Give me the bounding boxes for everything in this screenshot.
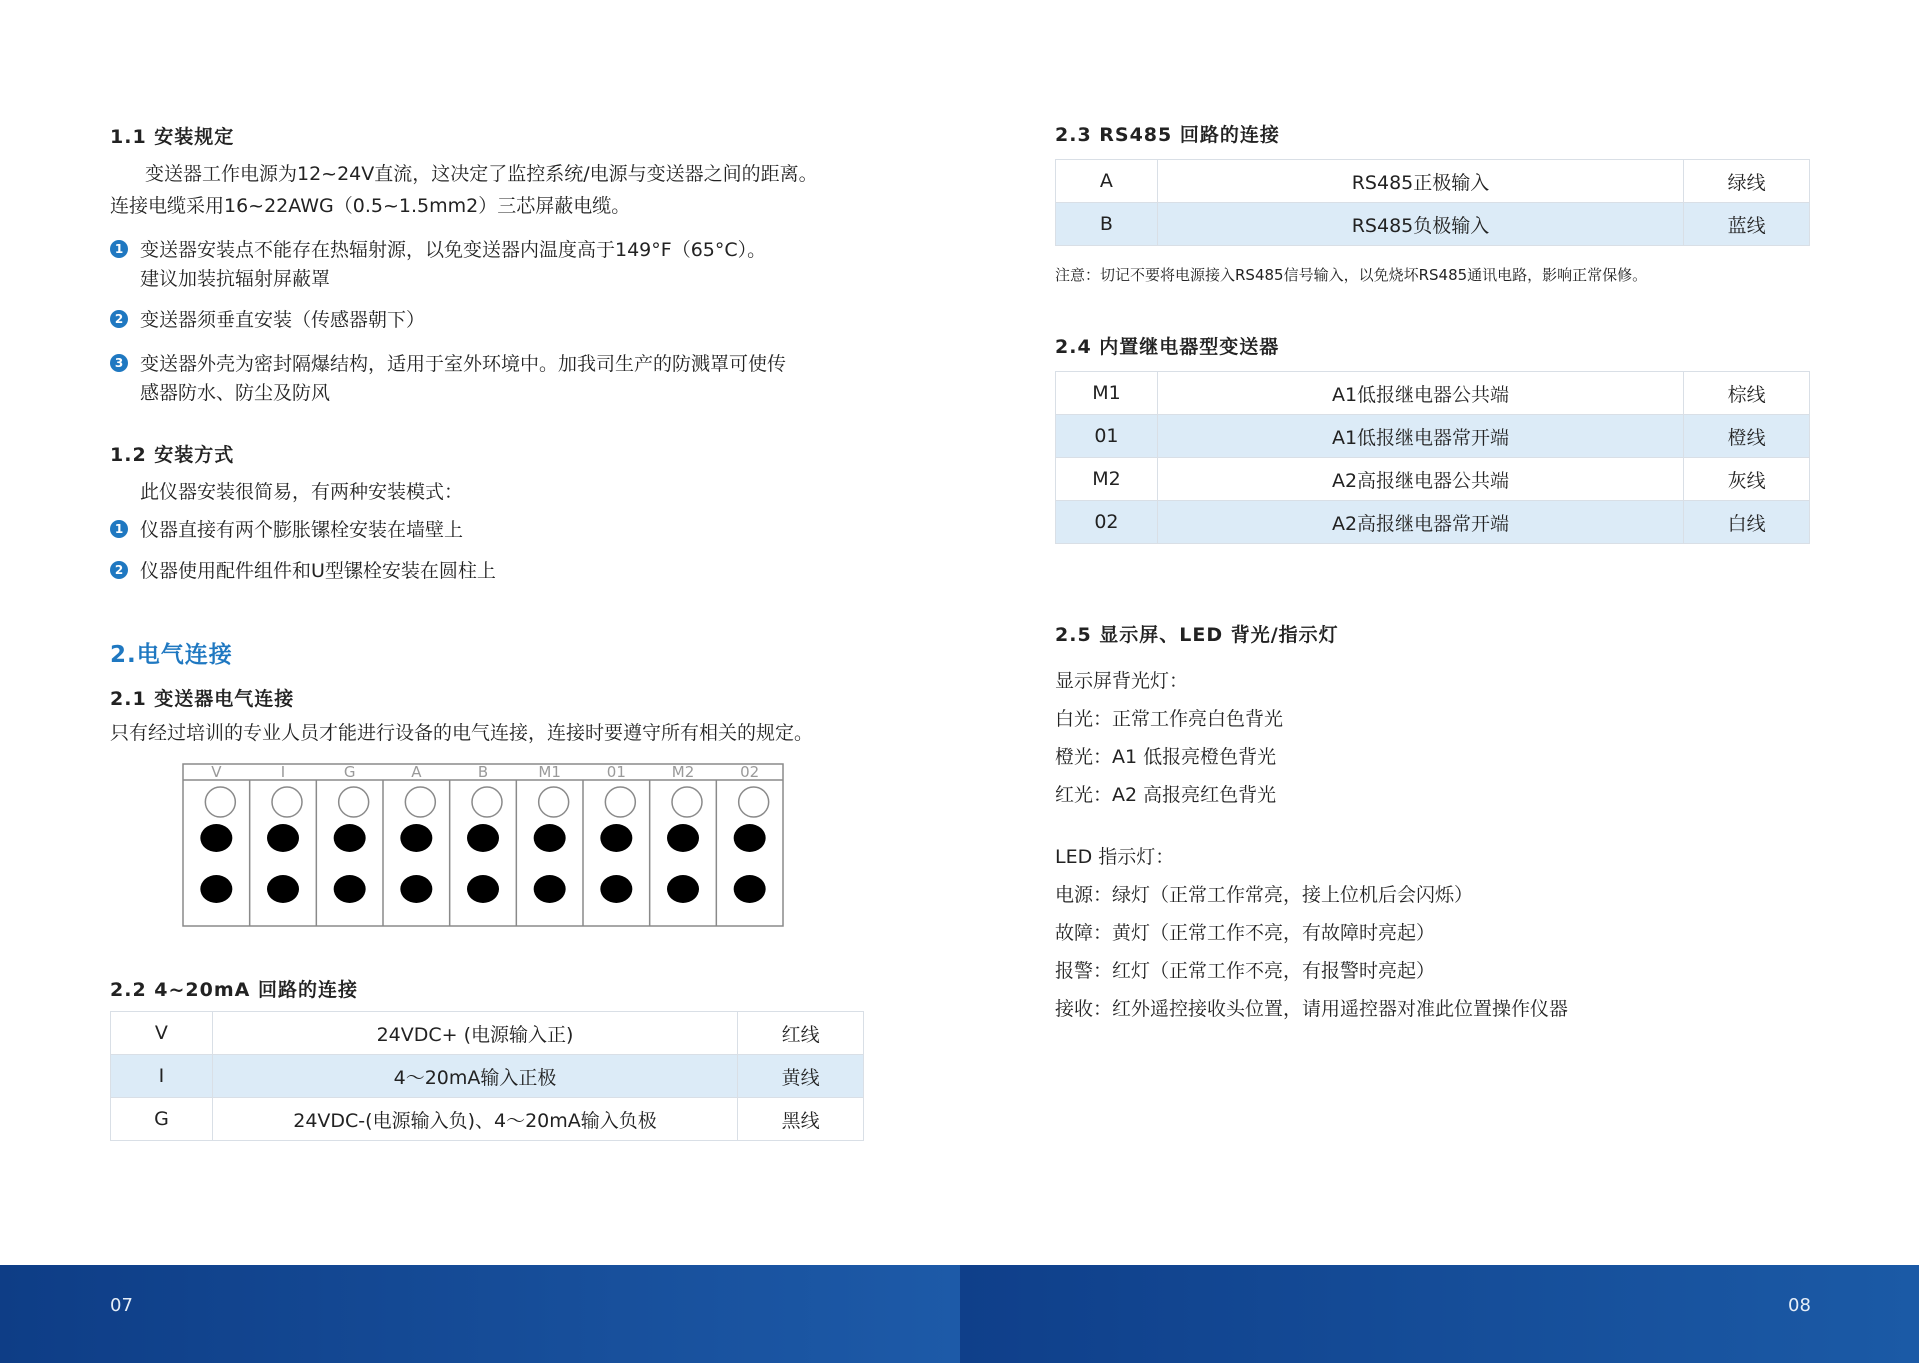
terminal-contact-dot	[600, 824, 632, 852]
terminal-contact-dot	[734, 875, 766, 903]
s12-item-2	[110, 557, 496, 586]
terminal-label: V	[211, 763, 222, 781]
wire-description: A2高报继电器常开端	[1157, 501, 1683, 544]
s11-item-3-line-2: 感器防水、防尘及防风	[140, 382, 331, 404]
table-row	[1056, 501, 1810, 544]
wire-description: A1低报继电器公共端	[1157, 372, 1683, 415]
led-power: 电源：绿灯（正常工作常亮，接上位机后会闪烁）	[1055, 884, 1474, 906]
terminal-screw-hole	[739, 787, 769, 817]
footer-left	[0, 1265, 960, 1363]
wire-description: RS485正极输入	[1157, 160, 1683, 203]
page-number-left: 07	[110, 1295, 133, 1316]
terminal-contact-dot	[200, 824, 232, 852]
number-2-icon: 2	[110, 310, 128, 328]
led-alarm: 报警：红灯（正常工作不亮，有报警时亮起）	[1055, 960, 1436, 982]
wire-code: 02	[1056, 501, 1158, 544]
backlight-orange: 橙光：A1 低报亮橙色背光	[1055, 746, 1277, 768]
s11-item-1	[110, 236, 766, 294]
terminal-screw-hole	[405, 787, 435, 817]
number-3-icon: 3	[110, 354, 128, 372]
section-1-1-title: 1.1 安装规定	[110, 126, 235, 148]
wire-color: 橙线	[1684, 415, 1810, 458]
wire-color: 白线	[1684, 501, 1810, 544]
terminal-screw-hole	[205, 787, 235, 817]
table-row	[1056, 458, 1810, 501]
wire-code: I	[111, 1055, 213, 1098]
wire-code: B	[1056, 203, 1158, 246]
terminal-contact-dot	[600, 875, 632, 903]
table-row	[111, 1055, 864, 1098]
rs485-table	[1055, 159, 1810, 246]
wire-description: 24VDC-(电源输入负)、4～20mA输入负极	[212, 1098, 737, 1141]
terminal-contact-dot	[667, 875, 699, 903]
s12-item-1	[110, 516, 463, 545]
terminal-label: 01	[606, 763, 626, 781]
table-row	[1056, 415, 1810, 458]
terminal-label: 02	[740, 763, 760, 781]
terminal-contact-dot	[400, 824, 432, 852]
terminal-label: M2	[671, 763, 695, 781]
wire-color: 红线	[738, 1012, 864, 1055]
s12-intro: 此仪器安装很简易，有两种安装模式：	[140, 481, 464, 503]
terminal-screw-hole	[339, 787, 369, 817]
wire-color: 灰线	[1684, 458, 1810, 501]
terminal-screw-hole	[672, 787, 702, 817]
terminal-contact-dot	[467, 824, 499, 852]
wire-color: 棕线	[1684, 372, 1810, 415]
wire-description: A2高报继电器公共端	[1157, 458, 1683, 501]
terminal-screw-hole	[605, 787, 635, 817]
wire-description: 24VDC+ (电源输入正)	[212, 1012, 737, 1055]
s11-paragraph-2: 连接电缆采用16~22AWG（0.5~1.5mm2）三芯屏蔽电缆。	[110, 195, 631, 217]
wire-description: RS485负极输入	[1157, 203, 1683, 246]
terminal-block-diagram	[182, 763, 784, 928]
terminal-contact-dot	[267, 824, 299, 852]
wire-code: A	[1056, 160, 1158, 203]
terminal-contact-dot	[534, 824, 566, 852]
section-1-2-title: 1.2 安装方式	[110, 444, 235, 466]
terminal-label: M1	[538, 763, 561, 781]
terminal-contact-dot	[534, 875, 566, 903]
s11-item-1-line-1: 变送器安装点不能存在热辐射源，以免变送器内温度高于149°F（65°C）。	[140, 239, 767, 261]
footer-right	[960, 1265, 1919, 1363]
terminal-label: A	[411, 763, 422, 781]
terminal-label: B	[477, 763, 489, 781]
wire-description: A1低报继电器常开端	[1157, 415, 1683, 458]
terminal-contact-dot	[467, 875, 499, 903]
wire-code: M1	[1056, 372, 1158, 415]
terminal-screw-hole	[472, 787, 502, 817]
wire-description: 4～20mA输入正极	[212, 1055, 737, 1098]
section-2-1-title: 2.1 变送器电气连接	[110, 688, 295, 710]
rs485-note: 注意：切记不要将电源接入RS485信号输入，以免烧坏RS485通讯电路，影响正常保修。	[1055, 266, 1648, 284]
s11-paragraph-1: 变送器工作电源为12~24V直流，这决定了监控系统/电源与变送器之间的距离。	[145, 163, 818, 185]
terminal-contact-dot	[200, 875, 232, 903]
led-heading: LED 指示灯：	[1055, 846, 1175, 868]
number-1-icon: 1	[110, 240, 128, 258]
backlight-red: 红光：A2 高报亮红色背光	[1055, 784, 1277, 806]
table-row	[111, 1098, 864, 1141]
s11-item-3	[110, 350, 786, 408]
terminal-contact-dot	[267, 875, 299, 903]
wire-color: 黑线	[738, 1098, 864, 1141]
table-row	[111, 1012, 864, 1055]
section-2-title: 2.电气连接	[110, 642, 233, 668]
wire-code: 01	[1056, 415, 1158, 458]
backlight-white: 白光：正常工作亮白色背光	[1055, 708, 1284, 730]
section-2-4-title: 2.4 内置继电器型变送器	[1055, 336, 1280, 358]
wire-code: V	[111, 1012, 213, 1055]
wire-code: G	[111, 1098, 213, 1141]
s11-item-1-line-2: 建议加装抗辐射屏蔽罩	[140, 268, 331, 290]
table-row	[1056, 203, 1810, 246]
terminal-contact-dot	[400, 875, 432, 903]
number-2-icon: 2	[110, 561, 128, 579]
terminal-label: I	[280, 763, 286, 781]
s11-item-3-line-1: 变送器外壳为密封隔爆结构，适用于室外环境中。加我司生产的防溅罩可使传	[140, 353, 787, 375]
s11-item-2-line-1: 变送器须垂直安装（传感器朝下）	[140, 309, 426, 331]
loop-4-20ma-table	[110, 1011, 864, 1141]
left-page	[0, 0, 960, 1265]
terminal-screw-hole	[272, 787, 302, 817]
s12-item-2-text: 仪器使用配件组件和U型镙栓安装在圆柱上	[140, 560, 496, 582]
wire-color: 绿线	[1684, 160, 1810, 203]
table-row	[1056, 160, 1810, 203]
backlight-heading: 显示屏背光灯：	[1055, 670, 1189, 692]
right-page	[960, 0, 1919, 1265]
wire-color: 黄线	[738, 1055, 864, 1098]
terminal-screw-hole	[539, 787, 569, 817]
table-row	[1056, 372, 1810, 415]
number-1-icon: 1	[110, 520, 128, 538]
section-2-5-title: 2.5 显示屏、LED 背光/指示灯	[1055, 624, 1339, 646]
page-number-right: 08	[1788, 1295, 1811, 1316]
relay-table	[1055, 371, 1810, 544]
wire-code: M2	[1056, 458, 1158, 501]
wire-color: 蓝线	[1684, 203, 1810, 246]
terminal-contact-dot	[667, 824, 699, 852]
s12-item-1-text: 仪器直接有两个膨胀镙栓安装在墙壁上	[140, 519, 464, 541]
s21-paragraph: 只有经过培训的专业人员才能进行设备的电气连接，连接时要遵守所有相关的规定。	[110, 722, 814, 744]
led-fault: 故障：黄灯（正常工作不亮，有故障时亮起）	[1055, 922, 1436, 944]
section-2-2-title: 2.2 4~20mA 回路的连接	[110, 979, 358, 1001]
s11-item-2	[110, 306, 425, 335]
terminal-label: G	[343, 763, 356, 781]
footer-band	[0, 1265, 1919, 1363]
led-receiver: 接收：红外遥控接收头位置，请用遥控器对准此位置操作仪器	[1055, 998, 1569, 1020]
terminal-columns	[200, 763, 768, 926]
terminal-contact-dot	[334, 875, 366, 903]
terminal-contact-dot	[734, 824, 766, 852]
section-2-3-title: 2.3 RS485 回路的连接	[1055, 124, 1280, 146]
terminal-contact-dot	[334, 824, 366, 852]
